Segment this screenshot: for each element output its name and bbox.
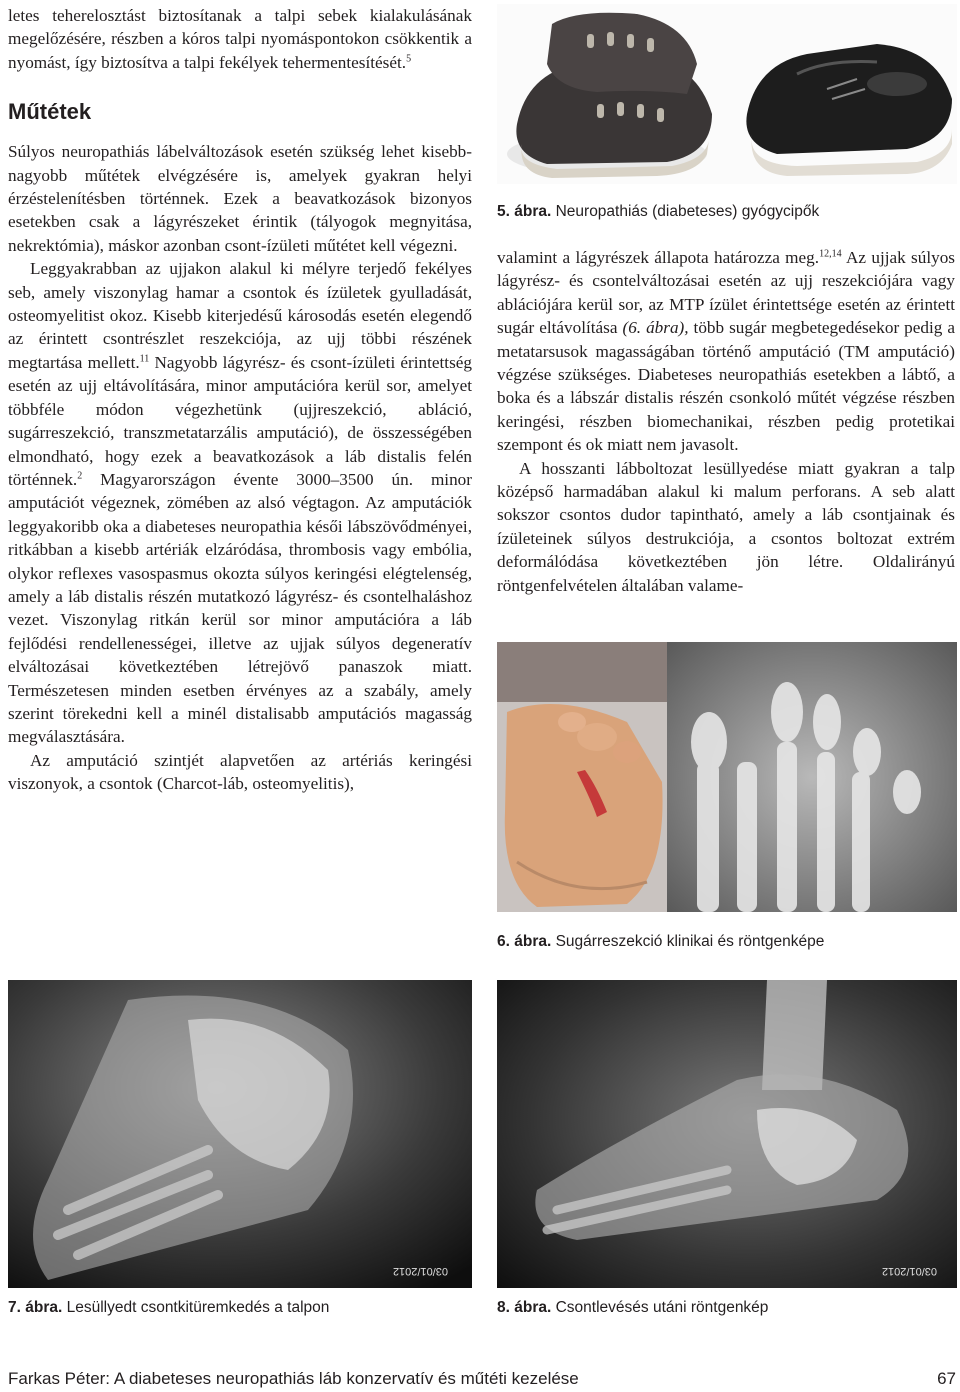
figure-6-caption: 6. ábra. Sugárreszekció klinikai és röntgenképe: [497, 933, 825, 950]
citation: 5: [406, 53, 412, 65]
citation: 2: [77, 470, 83, 482]
page-footer: [8, 1368, 956, 1390]
paragraph-2: Leggyakrabban az ujjakon alakul ki mélyre terjedő fekélyes seb, amely viszonylag hamar a csontok és ízületek gyulladását, osteomyelitist okoz. Kisebb kiterjedésű károsodás esetén elegendő az érintett csontrészlet reszekciója, az ujj többi részének megtartása mellett.$^{11}$ Nagyobb lágyrész- és csont-ízületi érintettség esetén az ujj eltávolítására, minor amputációra kerül sor, amelyet többféle módon végezhetünk (ujjreszekció, abláció, sugárreszekció, transzmetatarzális amputáció), de összességében elmondható, hogy ezek a beavatkozások a láb distalis felén történnek.$^2$ Magyarországon évente 3000–3500 ún. minor amputációt végeznek, zömében az alsó végtagon. Az amputációk leggyakoribb oka a diabeteses neuropathia késői lábszövődményei, ritkábban a kisebb artériák elzáródása, thrombosis vagy embólia, olykor reflexes vasospasmus okozta súlyos keringési elégtelenség, amely a láb distalis részén mutatkozó lágyrész- és csontelhaláshoz vezet. Viszonylag ritkán kerül sor minor amputációra a láb fejlődési rendellenességei, illetve az ujjak súlyos degeneratív elváltozásai következtében létrejövő panaszok miatt. Természetesen minden esetben érvényes az a szabály, amely szerint törekedni kell a minél distalisabb amputációs magasság megválasztására.: [8, 259, 472, 747]
figure-reference: (6. ábra),: [622, 318, 689, 338]
figure-6-xray: [667, 642, 957, 912]
figure-7-caption: 7. ábra. Lesüllyedt csontkitüremkedés a talpon: [8, 1299, 330, 1316]
xray-date-stamp: 03/01/2012: [881, 1265, 937, 1277]
paragraph-right-2: A hosszanti lábboltozat lesüllyedése miatt gyakran a talp középső harmadában alakul ki malum perforans. A seb alatt sokszor csontos dudor tapintható, amely a láb csontjainak és ízületeinek súlyos destrukciója, a csontos boltozat extrém deformálódása következtében jön létre. Oldalirányú röntgenfelvételen általában valame-: [497, 458, 955, 595]
paragraph-right-1: valamint a lágyrészek állapota határozza meg.$^{12,14}$ Az ujjak súlyos lágyrész- és csontelváltozásai esetén az ujj reszekciójára vagy ablációjára kerül sor, az MTP ízület érintettsége esetén az érintett sugár eltávolítása (6. ábra), több sugár megbetegedésekor pedig a metatarsusok magasságában történő amputáció (TM amputáció) végzése szükséges. Diabeteses neuropathiás esetekben a lábtő, a boka és a lábszár distalis részén csonkoló műtét végzése részben keringési, részben biomechanikai, részben pedig protetikai szempont és ok miatt nem javasolt.: [497, 248, 955, 455]
section-heading: Műtétek: [8, 99, 92, 125]
paragraph-3: Az amputáció szintjét alapvetően az artériás keringési viszonyok, a csontok (Charcot-láb, osteomyelitis),: [8, 750, 472, 794]
running-footer-title: Farkas Péter: A diabeteses neuropathiás láb konzervatív és műtéti kezelése: [8, 1369, 579, 1388]
figure-8-caption: 8. ábra. Csontlevésés utáni röntgenkép: [497, 1299, 769, 1316]
figure-8-xray: [497, 980, 957, 1288]
citation: 12,14: [819, 248, 842, 260]
figure-7-xray: [8, 980, 472, 1288]
figure-6-clinical-photo: [497, 642, 667, 912]
right-column: [497, 246, 955, 597]
figure-5-image: [497, 4, 957, 184]
figure-5-caption: 5. ábra. Neuropathiás (diabeteses) gyógycipők: [497, 203, 820, 220]
paragraph-1: Súlyos neuropathiás lábelváltozások esetén szükség lehet kisebb-nagyobb műtétek elvégzésére is, amelyek gyakran helyi érzéstelenítésben történnek. Ezek a beavatkozások bizonyos esetekben csak a lágyrészeket érintik (tályogok megnyitása, nekrektómia), máskor azonban csont-ízületi műtétet kell végezni.: [8, 142, 472, 255]
xray-date-stamp: 03/01/2012: [392, 1265, 448, 1277]
left-column: [8, 4, 472, 796]
intro-paragraph: letes teherelosztást biztosítanak a talpi sebek kialakulásának megelőzésére, részben a kóros talpi nyomáspontokon csökkentik a nyomást, így biztosítva a talpi fekélyek tehermentesítését.$^5$: [8, 6, 472, 72]
citation: 11: [139, 353, 150, 365]
page-number: 67: [937, 1369, 956, 1388]
